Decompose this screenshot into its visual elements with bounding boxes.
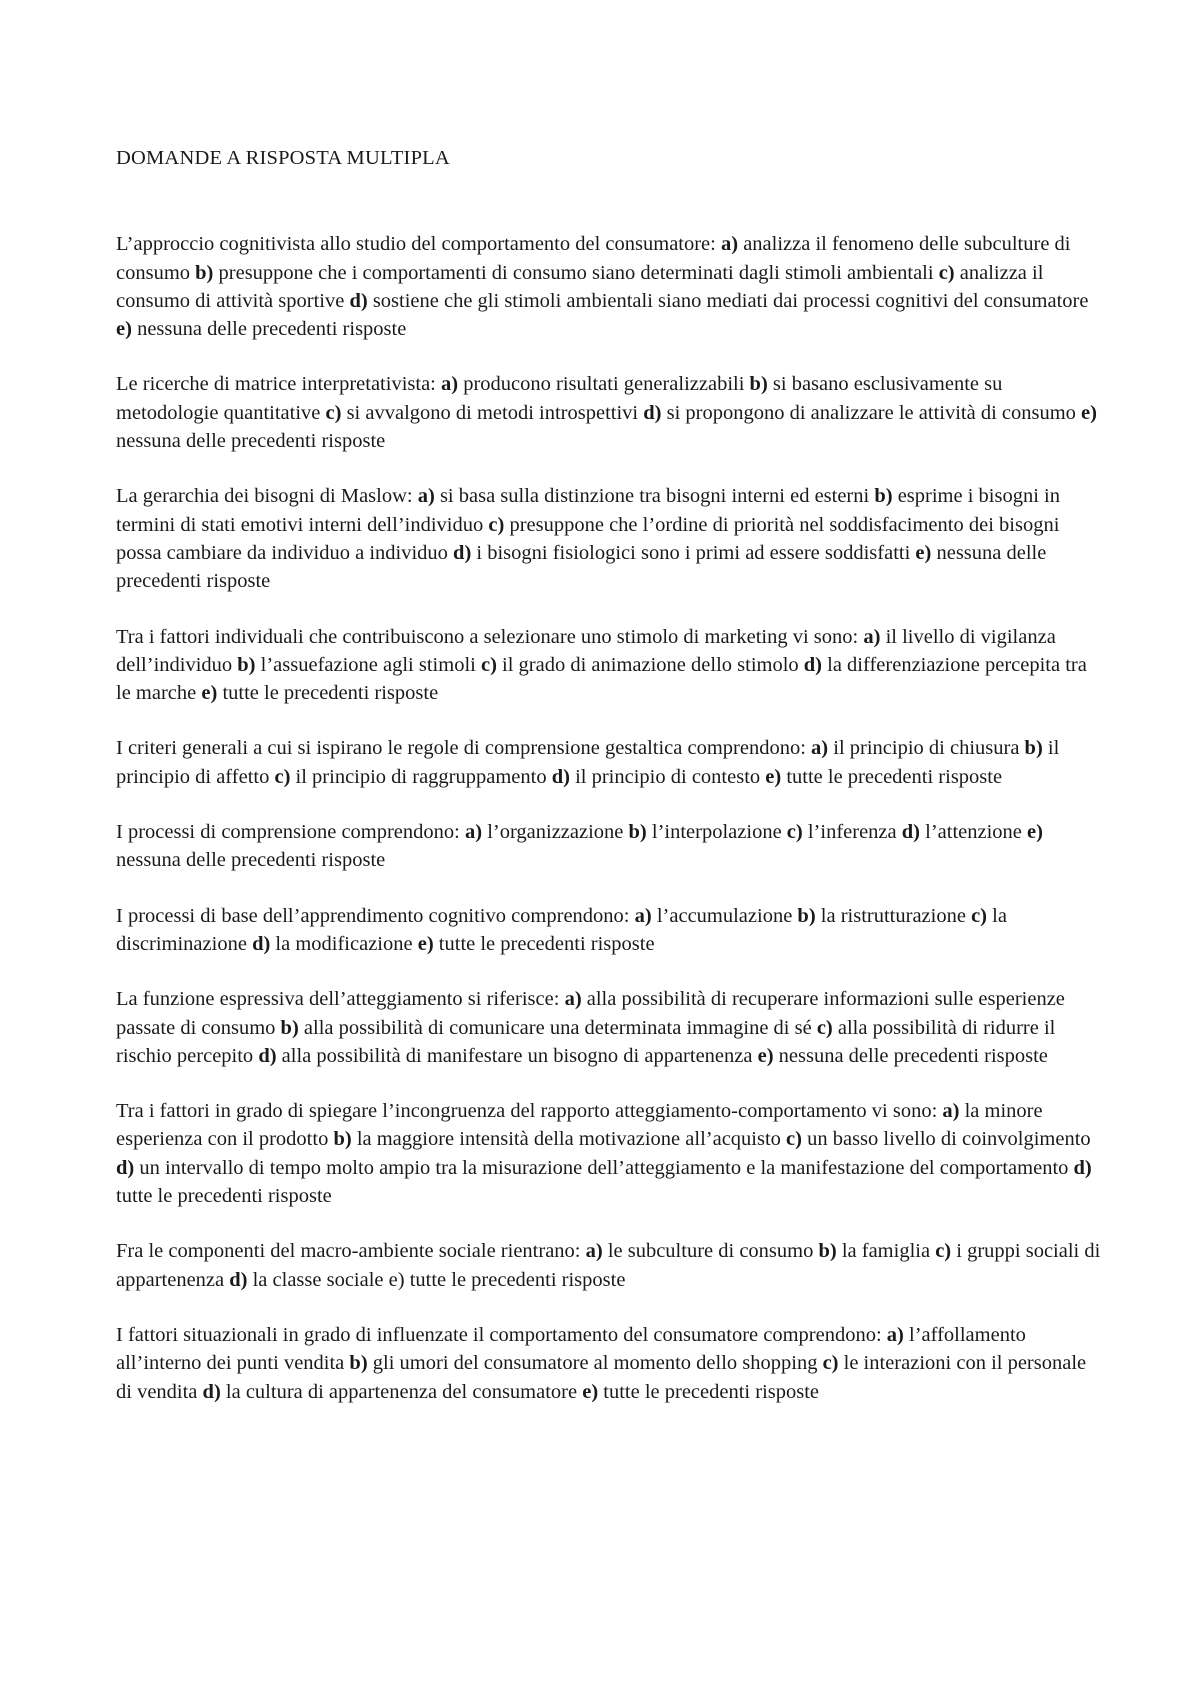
option-label: a) [585, 1240, 603, 1263]
option-label: b) [797, 904, 816, 927]
option-text: il grado di animazione dello stimolo [496, 653, 804, 676]
option-label: a) [417, 485, 435, 508]
option-label: b) [349, 1352, 368, 1375]
question-text: La funzione espressiva dell’atteggiamento si riferisce: [116, 988, 565, 1011]
option-text: il principio di affetto [116, 737, 1060, 788]
option-text: nessuna delle precedenti risposte [116, 541, 1047, 593]
question-item [116, 1321, 1106, 1406]
option-label: e) [582, 1380, 599, 1403]
option-text: tutte le precedenti risposte [433, 932, 655, 955]
option-label: e) [757, 1044, 774, 1067]
option-label: a) [720, 233, 739, 256]
option-text: si avvalgono di metodi introspettivi [341, 401, 644, 424]
option-text: tutte le precedenti risposte [217, 682, 439, 705]
option-text: la famiglia [836, 1240, 936, 1263]
option-label: c) [274, 765, 291, 788]
document-body [116, 144, 1106, 1433]
option-label: c) [822, 1352, 839, 1375]
option-label: e) [765, 765, 782, 788]
option-text: la minore esperienza con il prodotto [116, 1100, 1043, 1151]
option-text: il principio di contesto [569, 765, 766, 788]
option-label: c) [488, 513, 505, 536]
option-text: le subculture di consumo [602, 1240, 819, 1263]
option-text: analizza il consumo di attività sportive [116, 261, 1044, 312]
option-text: un basso livello di coinvolgimento [801, 1128, 1091, 1151]
option-label: d) [551, 765, 570, 788]
question-item [116, 482, 1106, 595]
option-label: c) [786, 1128, 802, 1151]
option-label: a) [886, 1323, 904, 1346]
option-text: la differenziazione percepita tra le marche [116, 653, 1087, 705]
question-text: I fattori situazionali in grado di influenzate il comportamento del consumatore comprendono: [116, 1323, 887, 1346]
option-label: b) [280, 1016, 299, 1039]
option-text: esprime i bisogni in termini di stati emotivi interni dell’individuo [116, 485, 1060, 536]
option-label: b) [1024, 737, 1043, 760]
option-label: d) [803, 653, 823, 676]
option-text: la maggiore intensità della motivazione all’acquisto [351, 1128, 787, 1151]
option-label: d) [258, 1044, 277, 1067]
option-text: gli umori del consumatore al momento dello shopping [367, 1352, 823, 1375]
option-label: d) [1073, 1156, 1092, 1179]
option-text: la discriminazione [116, 904, 1007, 955]
option-label: e) [201, 682, 218, 705]
option-label: c) [935, 1240, 952, 1263]
option-text: si basa sulla distinzione tra bisogni interni ed esterni [434, 485, 875, 508]
option-label: c) [325, 401, 342, 424]
option-text: il principio di chiusura [828, 737, 1025, 760]
option-label: a) [942, 1100, 960, 1123]
option-label: a) [564, 988, 582, 1011]
option-text: alla possibilità di ridurre il rischio percepito [116, 1016, 1056, 1067]
option-label: b) [749, 373, 768, 396]
option-label: e) [915, 541, 932, 564]
option-text: l’affollamento all’interno dei punti vendita [116, 1323, 1026, 1375]
question-text: Fra le componenti del macro-ambiente sociale rientrano: [116, 1240, 586, 1263]
option-text: la modificazione [270, 932, 418, 955]
question-text: Tra i fattori in grado di spiegare l’incongruenza del rapporto atteggiamento-comportamento vi sono: [116, 1100, 943, 1123]
question-text: L’approccio cognitivista allo studio del comportamento del consumatore: [116, 233, 721, 256]
option-label: d) [229, 1268, 248, 1291]
question-text: I processi di comprensione comprendono: [116, 821, 465, 844]
option-text: alla possibilità di manifestare un bisogno di appartenenza [276, 1044, 758, 1067]
option-label: e) [1027, 821, 1043, 844]
option-label: a) [634, 904, 652, 927]
option-text: alla possibilità di comunicare una determinata immagine di sé [298, 1016, 817, 1039]
option-label: c) [938, 261, 955, 284]
question-list [116, 230, 1106, 1406]
option-text: nessuna delle precedenti risposte [116, 849, 386, 872]
option-text: nessuna delle precedenti risposte [773, 1044, 1048, 1067]
option-text: il principio di raggruppamento [290, 765, 552, 788]
option-label: c) [971, 904, 987, 927]
question-item [116, 1237, 1106, 1294]
option-text: un intervallo di tempo molto ampio tra la misurazione dell’atteggiamento e la manifestazione del comportamento [134, 1156, 1074, 1179]
option-text: presuppone che l’ordine di priorità nel soddisfacimento dei bisogni possa cambiare da individuo a individuo [116, 513, 1060, 564]
question-text: Tra i fattori individuali che contribuiscono a selezionare uno stimolo di marketing vi sono: [116, 625, 864, 648]
question-text: Le ricerche di matrice interpretativista: [116, 373, 441, 396]
option-label: e) [1081, 401, 1097, 424]
option-text: si basano esclusivamente su metodologie quantitative [116, 373, 1003, 424]
option-text: il livello di vigilanza dell’individuo [116, 625, 1056, 676]
option-text: l’assuefazione agli stimoli [255, 653, 481, 676]
question-item [116, 734, 1106, 791]
question-item [116, 370, 1106, 455]
option-label: d) [202, 1380, 221, 1403]
option-label: d) [453, 541, 472, 564]
question-item [116, 902, 1106, 959]
option-label: d) [349, 289, 368, 312]
question-item [116, 230, 1106, 343]
option-label: d) [116, 1156, 135, 1179]
option-text: nessuna delle precedenti risposte [116, 430, 386, 453]
option-label: d) [643, 401, 662, 424]
option-text: presuppone che i comportamenti di consumo siano determinati dagli stimoli ambientali [213, 261, 939, 284]
question-item [116, 985, 1106, 1070]
option-label: b) [333, 1128, 352, 1151]
option-text: l’attenzione [920, 821, 1028, 844]
option-label: e) [417, 932, 434, 955]
option-label: b) [818, 1240, 837, 1263]
option-label: e) [116, 318, 132, 341]
question-text: La gerarchia dei bisogni di Maslow: [116, 485, 418, 508]
option-label: a) [441, 373, 459, 396]
option-label: a) [811, 737, 829, 760]
option-text: la classe sociale e) tutte le precedenti risposte [247, 1268, 626, 1291]
option-label: b) [237, 653, 256, 676]
option-text: alla possibilità di recuperare informazioni sulle esperienze passate di consumo [116, 988, 1065, 1039]
option-text: tutte le precedenti risposte [598, 1380, 820, 1403]
option-text: la ristrutturazione [815, 904, 972, 927]
option-label: b) [874, 485, 893, 508]
question-item [116, 1097, 1106, 1210]
option-text: analizza il fenomeno delle subculture di consumo [116, 233, 1071, 284]
question-item [116, 818, 1106, 875]
option-text: i gruppi sociali di appartenenza [116, 1240, 1101, 1291]
option-text: nessuna delle precedenti risposte [131, 318, 407, 341]
option-label: b) [628, 821, 647, 844]
option-text: l’organizzazione [482, 821, 629, 844]
option-text: l’interpolazione [646, 821, 787, 844]
option-text: si propongono di analizzare le attività di consumo [661, 401, 1082, 424]
option-label: a) [464, 821, 483, 844]
question-text: I processi di base dell’apprendimento cognitivo comprendono: [116, 904, 635, 927]
document-title: DOMANDE A RISPOSTA MULTIPLA [116, 147, 450, 169]
option-text: producono risultati generalizzabili [458, 373, 750, 396]
option-label: c) [480, 653, 497, 676]
option-text: l’accumulazione [651, 904, 798, 927]
option-label: c) [786, 821, 803, 844]
option-text: tutte le precedenti risposte [781, 765, 1003, 788]
option-label: a) [863, 625, 881, 648]
question-text: I criteri generali a cui si ispirano le regole di comprensione gestaltica comprendono: [116, 737, 812, 760]
option-text: tutte le precedenti risposte [116, 1185, 332, 1208]
option-label: b) [195, 261, 214, 284]
option-text: le interazioni con il personale di vendita [116, 1352, 1087, 1403]
option-label: d) [252, 932, 271, 955]
question-item [116, 623, 1106, 708]
option-text: i bisogni fisiologici sono i primi ad essere soddisfatti [471, 541, 916, 564]
option-text: l’inferenza [802, 821, 902, 844]
option-text: la cultura di appartenenza del consumatore [220, 1380, 583, 1403]
option-text: sostiene che gli stimoli ambientali siano mediati dai processi cognitivi del consumatore [367, 289, 1089, 312]
option-label: c) [816, 1016, 833, 1039]
option-label: d) [901, 821, 920, 844]
